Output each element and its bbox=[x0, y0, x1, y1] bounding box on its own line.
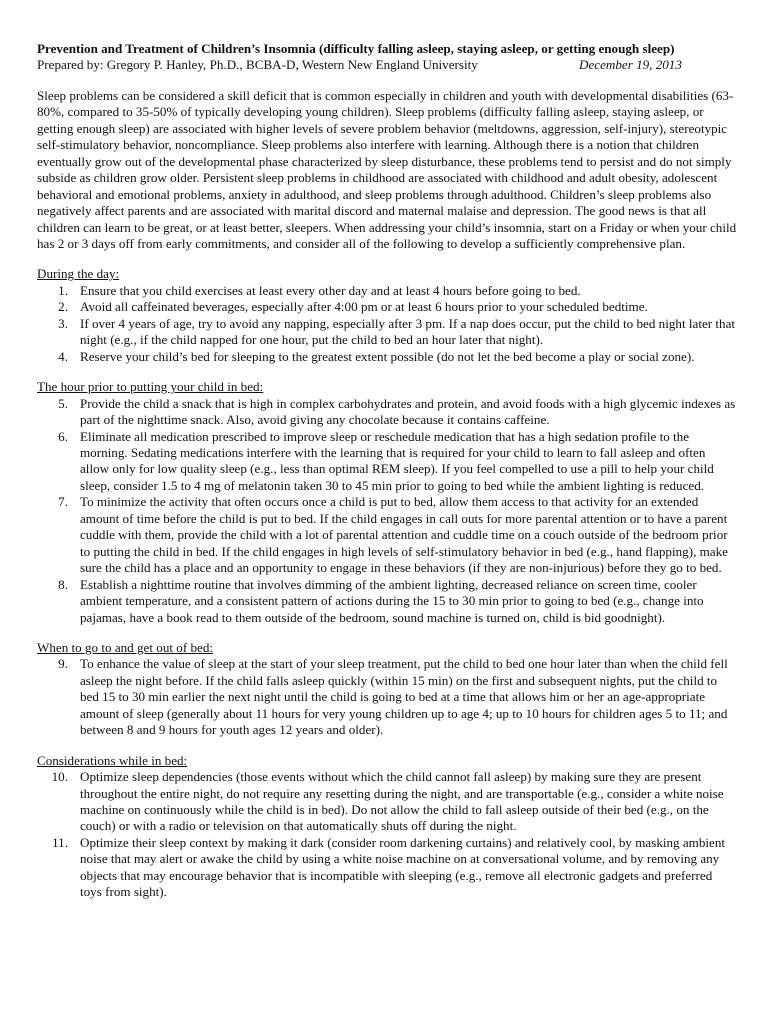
numbered-list bbox=[37, 769, 737, 901]
item-number: 7. bbox=[58, 494, 68, 510]
document-page bbox=[37, 41, 737, 901]
item-text: Provide the child a snack that is high in complex carbohydrates and protein, and avoid foods with a high glycemic indexes as part of the nighttime snack. Also, avoid giving any chocolate because it contains caffeine. bbox=[80, 395, 736, 428]
item-number: 10. bbox=[51, 769, 68, 785]
item-text: Avoid all caffeinated beverages, especially after 4:00 pm or at least 6 hours prior to your scheduled bedtime. bbox=[80, 299, 648, 315]
section-hour-prior bbox=[37, 379, 737, 626]
section-bed-timing bbox=[37, 640, 737, 739]
item-text: Optimize their sleep context by making it dark (consider room darkening curtains) and relatively cool, by masking ambient noise that may alert or awake the child by using a white noise machine on at conversational volume, and by removing any objects that may encourage behavior that is incompatible with sleeping (e.g., remove all electronic gadgets and preferred toys from sight). bbox=[80, 834, 726, 900]
list-item bbox=[37, 396, 737, 429]
item-number: 6. bbox=[58, 428, 68, 444]
numbered-list bbox=[37, 283, 737, 365]
section-heading: The hour prior to putting your child in bed: bbox=[37, 379, 264, 395]
section-heading: Considerations while in bed: bbox=[37, 752, 188, 768]
item-number: 1. bbox=[58, 282, 68, 298]
list-item bbox=[37, 349, 737, 365]
list-item bbox=[37, 769, 737, 835]
document-date: December 19, 2013 bbox=[579, 57, 682, 73]
section-heading: During the day: bbox=[37, 266, 120, 282]
item-number: 3. bbox=[58, 315, 68, 331]
list-item bbox=[37, 494, 737, 576]
document-byline bbox=[37, 57, 737, 73]
item-text: To minimize the activity that often occurs once a child is put to bed, allow them access to that activity for an extended amount of time before the child is put to bed. If the child engages in call outs for more parental attention or to have a parent cuddle with them, provide the child with a lot of parental attention and cuddle time on a couch outside of the bedroom prior to putting the child in bed. If the child engages in high levels of self-stimulatory behavior in bed (e.g., hand flapping), make sure the child has a place and an opportunity to engage in these behaviors (if they are non-injurious) before they go to bed. bbox=[80, 494, 728, 576]
item-text: Eliminate all medication prescribed to improve sleep or reschedule medication that has a high sedation profile to the morning. Sedating medications interfere with the learning that is required for your child to learn to fall asleep and often allow only for low quality sleep (e.g., less than optimal REM sleep). If you feel compelled to use a pill to help your child sleep, consider 1.5 to 4 mg of melatonin taken 30 to 45 min prior to going to bed while the ambient lighting is reduced. bbox=[80, 428, 714, 493]
list-item bbox=[37, 283, 737, 299]
author-line: Prepared by: Gregory P. Hanley, Ph.D., BCBA-D, Western New England University bbox=[37, 57, 478, 73]
item-number: 8. bbox=[58, 576, 68, 592]
item-text: Ensure that you child exercises at least every other day and at least 4 hours before going to bed. bbox=[80, 282, 581, 298]
numbered-list bbox=[37, 396, 737, 626]
section-heading: When to go to and get out of bed: bbox=[37, 639, 213, 655]
section-during-day bbox=[37, 266, 737, 365]
list-item bbox=[37, 656, 737, 738]
item-text: To enhance the value of sleep at the start of your sleep treatment, put the child to bed one hour later than when the child fell asleep the night before. If the child falls asleep quickly (within 15 min) on the first and subsequent nights, put the child to bed 15 to 30 min earlier the next night until the child is going to bed at a time that allows him or her an age-appropriate amount of sleep (generally about 11 hours for very young children up to age 4; up to 10 hours for children ages 5 to 11; and between 8 and 9 hours for youth ages 12 years and older). bbox=[80, 656, 728, 738]
list-item bbox=[37, 299, 737, 315]
document-title: Prevention and Treatment of Children’s Insomnia (difficulty falling asleep, staying asleep, or getting enough sleep) bbox=[37, 41, 675, 56]
list-item bbox=[37, 835, 737, 901]
section-while-in-bed bbox=[37, 753, 737, 901]
item-number: 4. bbox=[58, 348, 68, 364]
numbered-list bbox=[37, 656, 737, 738]
item-number: 2. bbox=[58, 299, 68, 315]
item-text: Reserve your child’s bed for sleeping to the greatest extent possible (do not let the bed become a play or social zone). bbox=[80, 348, 695, 364]
intro-paragraph: Sleep problems can be considered a skill deficit that is common especially in children and youth with developmental disabilities (63-80%, compared to 35-50% of typically developing young children). Sleep problems (difficulty falling asleep, staying asleep, or getting enough sleep) are associated with higher levels of severe problem behavior (meltdowns, aggression, self-injury), stereotypic self-stimulatory behavior, noncompliance. Sleep problems also interfere with learning. Although there is a notion that children eventually grow out of the developmental phase characterized by sleep disturbance, these problems tend to persist and do not simply subside as children grow older. Persistent sleep problems in childhood are associated with childhood and adult obesity, adolescent behavioral and emotional problems, anxiety in adulthood, and sleep problems through adulthood. Children’s sleep problems also negatively affect parents and are associated with marital discord and maternal malaise and depression. The good news is that all children can learn to be great, or at least better, sleepers. When addressing your child’s insomnia, start on a Friday or when your child has 2 or 3 days off from early commitments, and consider all of the following to develop a sufficiently comprehensive plan. bbox=[37, 87, 737, 251]
item-number: 5. bbox=[58, 395, 68, 411]
list-item bbox=[37, 316, 737, 349]
item-text: If over 4 years of age, try to avoid any napping, especially after 3 pm. If a nap does occur, put the child to bed night later that night (e.g., if the child napped for one hour, put the child to bed an hour later that night). bbox=[80, 315, 736, 348]
list-item bbox=[37, 429, 737, 495]
item-number: 11. bbox=[52, 834, 68, 850]
item-number: 9. bbox=[58, 656, 68, 672]
list-item bbox=[37, 577, 737, 626]
item-text: Establish a nighttime routine that involves dimming of the ambient lighting, decreased reliance on screen time, cooler ambient temperature, and a consistent pattern of actions during the 15 to 30 min prior to going to bed (e.g., change into pajamas, have a book read to them outside of the bedroom, sound machine is turned on, child is bid goodnight). bbox=[80, 576, 704, 625]
item-text: Optimize sleep dependencies (those events without which the child cannot fall asleep) by making sure they are present throughout the entire night, do not require any resetting during the night, and are transportable (e.g., consider a white noise machine on continuously while the child is in bed). Do not allow the child to fall asleep outside of their bed (e.g., on the couch) or with a radio or television on that automatically shuts off during the night. bbox=[80, 769, 724, 834]
